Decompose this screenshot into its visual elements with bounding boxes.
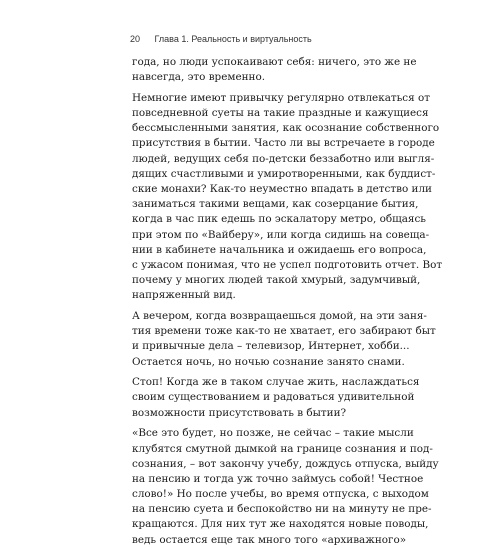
text-line: кращаются. Для них тут же находятся новые поводы, (132, 518, 429, 531)
page-number: 20 (130, 34, 141, 44)
text-line: Стоп! Когда же в таком случае жить, наслаждаться (132, 376, 420, 389)
text-line: клубятся смутной дымкой на границе сознания и под- (132, 442, 433, 455)
text-line: Немногие имеют привычку регулярно отвлекаться от (132, 91, 430, 104)
text-line: «Все это будет, но позже, не сейчас – такие мысли (132, 427, 414, 440)
text-line: А вечером, когда возвращаешься домой, на эти заня- (132, 310, 427, 322)
running-head (130, 34, 370, 48)
text-line: сознания, – вот закончу учебу, дождусь отпуска, выйду (132, 457, 439, 470)
text-line: своим существованием и радоваться удивительной (132, 391, 415, 404)
text-line: ские монахи? Как-то неуместно впадать в детство или (132, 183, 432, 195)
text-line: дящих счастливыми и умиротворенными, как буддист- (132, 167, 436, 180)
text-line: и привычные дела – телевизор, Интернет, хобби... (132, 340, 410, 353)
text-line: ведь остается еще так много того «архиважного» (132, 533, 407, 546)
chapter-title: Глава 1. Реальность и виртуальность (154, 34, 312, 44)
paragraph (132, 375, 420, 421)
text-line: на пенсию и тогда уж точно займусь собой! Честное (132, 472, 424, 485)
paragraph (132, 55, 417, 85)
text-line: заниматься такими вещами, как созерцание бытия, (132, 198, 419, 211)
text-line: людей, ведущих себя по-детски беззаботно или выгля- (132, 152, 435, 165)
text-line: когда в час пик едешь по эскалатору метро, общаясь (132, 213, 426, 226)
paragraph (132, 309, 436, 370)
text-line: присутствия в бытии. Часто ли вы встречаете в городе (132, 137, 435, 150)
text-line: при этом по «Вайберу», или когда сидишь на совеща- (132, 228, 430, 241)
text-line: напряженный вид. (132, 289, 236, 302)
text-line: бессмысленными занятия, как осознание собственного (132, 122, 440, 135)
text-line: слово!» Но после учебы, во время отпуска, с выходом (132, 488, 429, 501)
body-text (132, 55, 443, 548)
paragraph (132, 91, 443, 304)
text-line: Остается ночь, но ночью сознание занято снами. (132, 355, 405, 368)
text-line: повседневной суеты на такие праздные и кажущиеся (132, 107, 429, 120)
text-line: нии в кабинете начальника и ожидаешь его вопроса, (132, 243, 427, 256)
text-line: с ужасом понимая, что не успел подготовить отчет. Вот (132, 258, 443, 271)
text-line: на пенсию суета и беспокойство ни на минуту не пре- (132, 503, 432, 516)
text-line: почему у многих людей такой хмурый, задумчивый, (132, 274, 421, 287)
text-line: тия времени тоже как-то не хватает, его забирают быт (132, 325, 436, 338)
text-line: года, но люди успокаивают себя: ничего, это же не (132, 56, 417, 68)
text-line: возможности присутствовать в бытии? (132, 406, 347, 419)
text-line: навсегда, это временно. (132, 71, 265, 84)
paragraph (132, 426, 439, 548)
